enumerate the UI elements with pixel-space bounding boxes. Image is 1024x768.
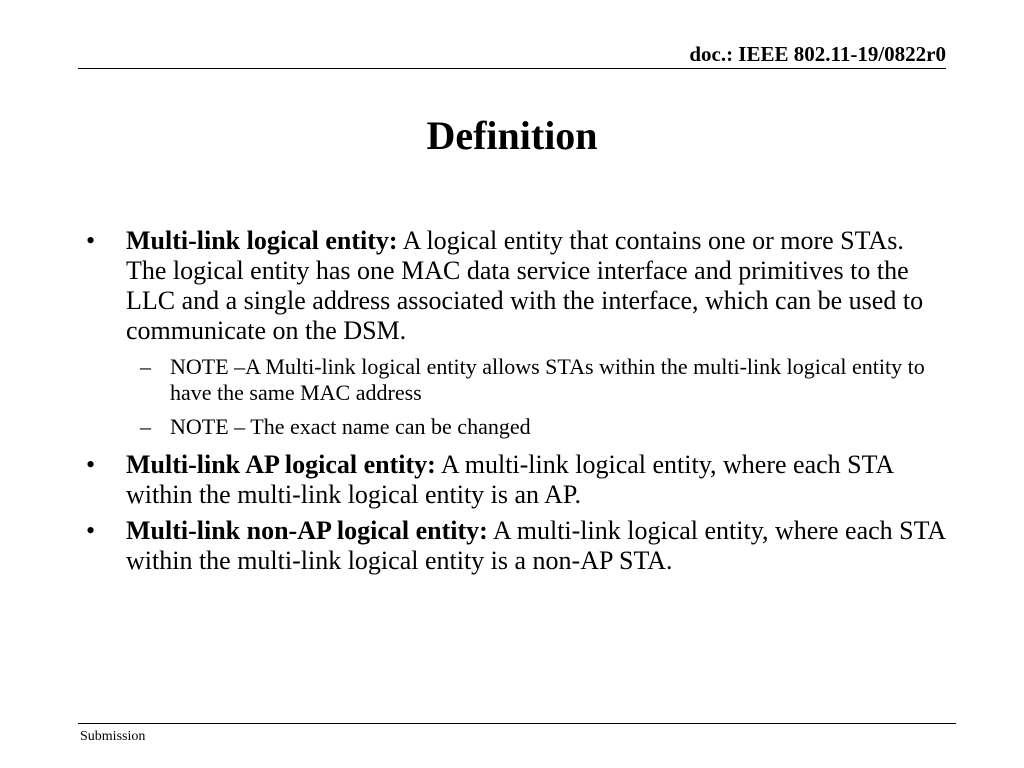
bullet-text: A multi-link logical entity, where each STA within the multi-link logical entity is a non-AP STA. <box>126 516 945 575</box>
bullet-item <box>86 450 950 510</box>
sub-bullet-marker: – <box>140 414 151 439</box>
footer-rule <box>78 723 956 724</box>
sub-bullet-text: NOTE – The exact name can be changed <box>170 414 531 439</box>
bullet-item <box>86 516 950 576</box>
bullet-term: Multi-link logical entity: <box>126 226 398 255</box>
bullet-marker: • <box>86 516 96 545</box>
footer-submission-label: Submission <box>80 729 146 744</box>
sub-bullet-list <box>86 354 950 440</box>
bullet-marker: • <box>86 226 96 255</box>
sub-bullet-marker: – <box>140 354 151 379</box>
doc-id-header: doc.: IEEE 802.11-19/0822r0 <box>689 42 946 66</box>
bullet-text: A logical entity that contains one or more STAs. The logical entity has one MAC data service interface and primitives to the LLC and a single address associated with the interface, which can be used to communicate on the DSM. <box>126 226 924 345</box>
bullet-item <box>86 226 950 346</box>
slide-title: Definition <box>426 113 598 158</box>
bullet-term: Multi-link non-AP logical entity: <box>126 516 488 545</box>
bullet-marker: • <box>86 450 96 479</box>
slide-content <box>86 226 950 582</box>
bullet-term: Multi-link AP logical entity: <box>126 450 436 479</box>
sub-bullet-text: NOTE –A Multi-link logical entity allows STAs within the multi-link logical entity to have the same MAC address <box>170 354 925 405</box>
sub-bullet-item <box>86 414 950 440</box>
bullet-text: A multi-link logical entity, where each STA within the multi-link logical entity is an AP. <box>126 450 893 509</box>
header-rule <box>78 68 946 69</box>
sub-bullet-item <box>86 354 950 406</box>
